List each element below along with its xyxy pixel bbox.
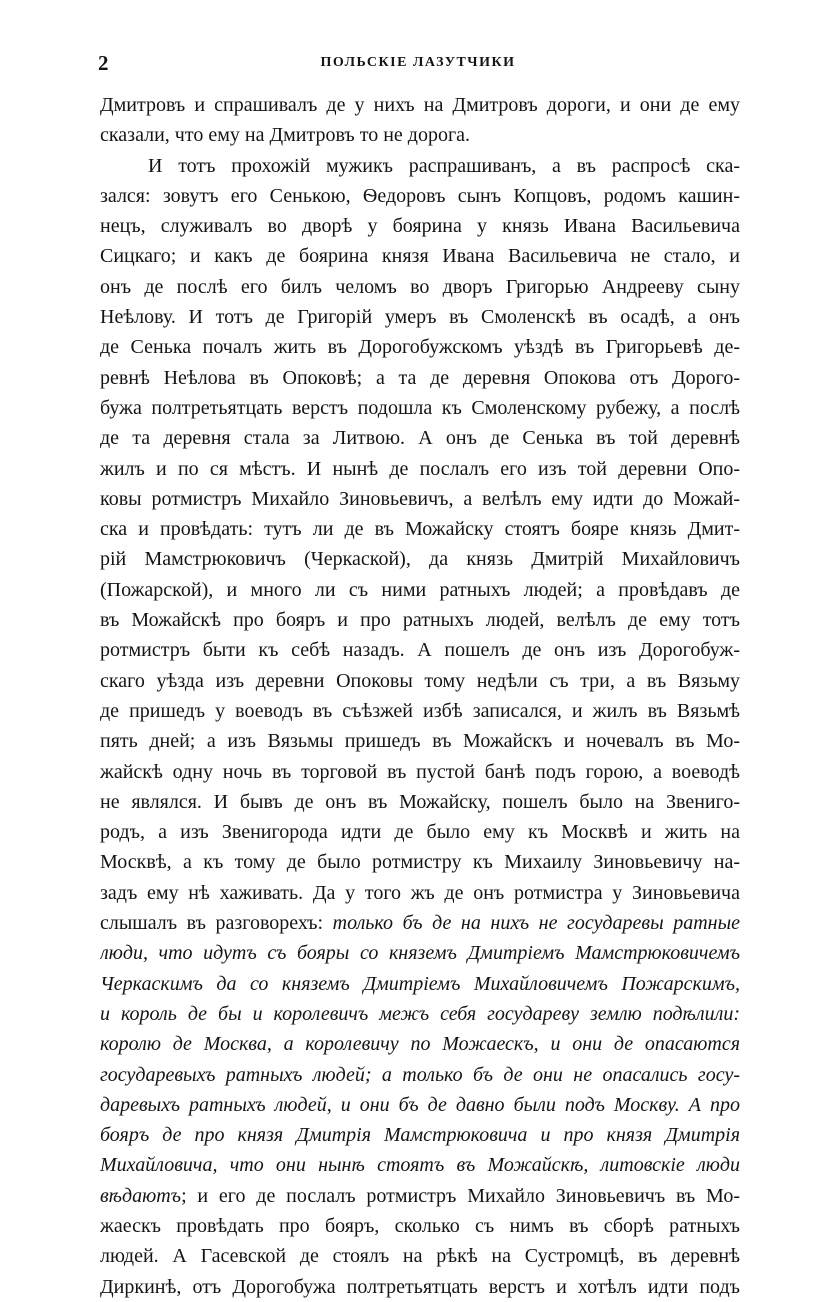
text-line-italic: государевыхъ ратныхъ людей; а только бъ де они не опасались госу- — [100, 1063, 740, 1086]
text-line: ревнѣ Неѣлова въ Опоковѣ; а та де деревня Опокова отъ Дорого- — [100, 366, 740, 389]
page-number: 2 — [98, 51, 109, 75]
text-line: не являлся. И бывъ де онъ въ Можайску, пошелъ было на Звениго- — [100, 790, 740, 813]
body-text — [100, 90, 740, 1302]
text-line: слышалъ въ разговорехъ: только бъ де на нихъ не государевы ратные — [100, 912, 740, 935]
text-line: жилъ и по ся мѣстъ. И нынѣ де послалъ его изъ той деревни Опо- — [100, 457, 740, 480]
text-line: жаескъ провѣдать про бояръ, сколько съ нимъ въ сборѣ ратныхъ — [100, 1214, 740, 1237]
text-line: задъ ему нѣ хаживать. Да у того жъ де онъ ротмистра у Зиновьевича — [100, 881, 740, 904]
text-line: И тотъ прохожій мужикъ распрашиванъ, а въ распросѣ ска- — [148, 154, 740, 177]
text-line: людей. А Гасевской де стоялъ на рѣкѣ на Сустромцѣ, въ деревнѣ — [100, 1245, 740, 1268]
text-line: Дмитровъ и спрашивалъ де у нихъ на Дмитровъ дороги, и они де ему — [100, 94, 740, 116]
text-line: зался: зовутъ его Сенькою, Ѳедоровъ сынъ Копцовъ, родомъ кашин- — [100, 184, 740, 207]
text-line-italic: бояръ де про князя Дмитрія Мамстрюковича и про князя Дмитрія — [100, 1124, 740, 1147]
text-line: скаго уѣзда изъ деревни Опоковы тому недѣли съ три, а въ Вязьму — [100, 669, 740, 692]
text-line: (Пожарской), и много ли съ ними ратныхъ людей; а провѣдавъ де — [100, 578, 740, 601]
text-line: де Сенька почалъ жить въ Дорогобужскомъ уѣздѣ въ Григорьевѣ де- — [100, 336, 740, 359]
text-line-italic: и король де бы и королевичъ межъ себя государеву землю подѣлили: — [100, 1002, 740, 1025]
text-line-italic: королю де Москва, а королевичу по Можаескъ, и они де опасаются — [100, 1033, 740, 1056]
text-line: Диркинѣ, отъ Дорогобужа полтретьятцать верстъ и хотѣлъ идти подъ — [100, 1275, 740, 1298]
text-line-italic: Черкаскимъ да со княземъ Дмитріемъ Михайловичемъ Пожарскимъ, — [100, 972, 740, 995]
text-line: Москвѣ, а къ тому де было ротмистру къ Михаилу Зиновьевичу на- — [100, 851, 740, 874]
text-line: ковы ротмистръ Михайло Зиновьевичъ, а велѣлъ ему идти до Можай- — [100, 487, 740, 510]
text-line: Сицкаго; и какъ де боярина князя Ивана Васильевича не стало, и — [100, 245, 740, 268]
text-line: ротмистръ быти къ себѣ назадъ. А пошелъ де онъ изъ Дорогобуж- — [100, 639, 740, 662]
text-line: де пришедъ у воеводъ въ съѣзжей избѣ записался, и жилъ въ Вязьмѣ — [100, 699, 740, 722]
text-line: въ Можайскѣ про бояръ и про ратныхъ людей, велѣлъ де ему тотъ — [100, 609, 740, 632]
text-line: пять дней; а изъ Вязьмы пришедъ въ Можайскъ и ночевалъ въ Мо- — [100, 730, 740, 753]
running-title: ПОЛЬСКІЕ ЛАЗУТЧИКИ — [320, 55, 516, 70]
text-line-italic: люди, что идутъ съ бояры со княземъ Дмитріемъ Мамстрюковичемъ — [100, 942, 740, 965]
text-line: де та деревня стала за Литвою. А онъ де Сенька въ той деревнѣ — [100, 427, 740, 450]
text-line: вѣдаютъ; и его де послалъ ротмистръ Михайло Зиновьевичъ въ Мо- — [100, 1184, 740, 1207]
text-line: нецъ, служивалъ во дворѣ у боярина у князь Ивана Васильевича — [100, 215, 740, 238]
text-line: онъ де послѣ его билъ челомъ во дворъ Григорью Андрееву сыну — [100, 275, 740, 298]
text-line-italic: даревыхъ ратныхъ людей, и они бъ де давно были подъ Москву. А про — [100, 1093, 740, 1116]
text-line: рій Мамстрюковичъ (Черкаской), да князь Дмитрій Михайловичъ — [100, 548, 740, 571]
text-line: бужа полтретьятцать верстъ подошла къ Смоленскому рубежу, а послѣ — [100, 396, 740, 419]
text-line: Неѣлову. И тотъ де Григорій умеръ въ Смоленскѣ въ осадѣ, а онъ — [100, 306, 740, 329]
text-line-italic: Михайловича, что они нынѣ стоятъ въ Можайскѣ, литовскіе люди — [100, 1154, 740, 1177]
text-line: ска и провѣдать: тутъ ли де въ Можайску стоятъ бояре князь Дмит- — [100, 518, 740, 541]
text-line: родъ, а изъ Звенигорода идти де было ему къ Москвѣ и жить на — [100, 821, 740, 844]
page-header — [98, 50, 738, 76]
text-line: сказали, что ему на Дмитровъ то не дорога. — [100, 124, 471, 147]
text-line: жайскѣ одну ночь въ торговой въ пустой банѣ подъ горою, а воеводѣ — [100, 760, 740, 783]
